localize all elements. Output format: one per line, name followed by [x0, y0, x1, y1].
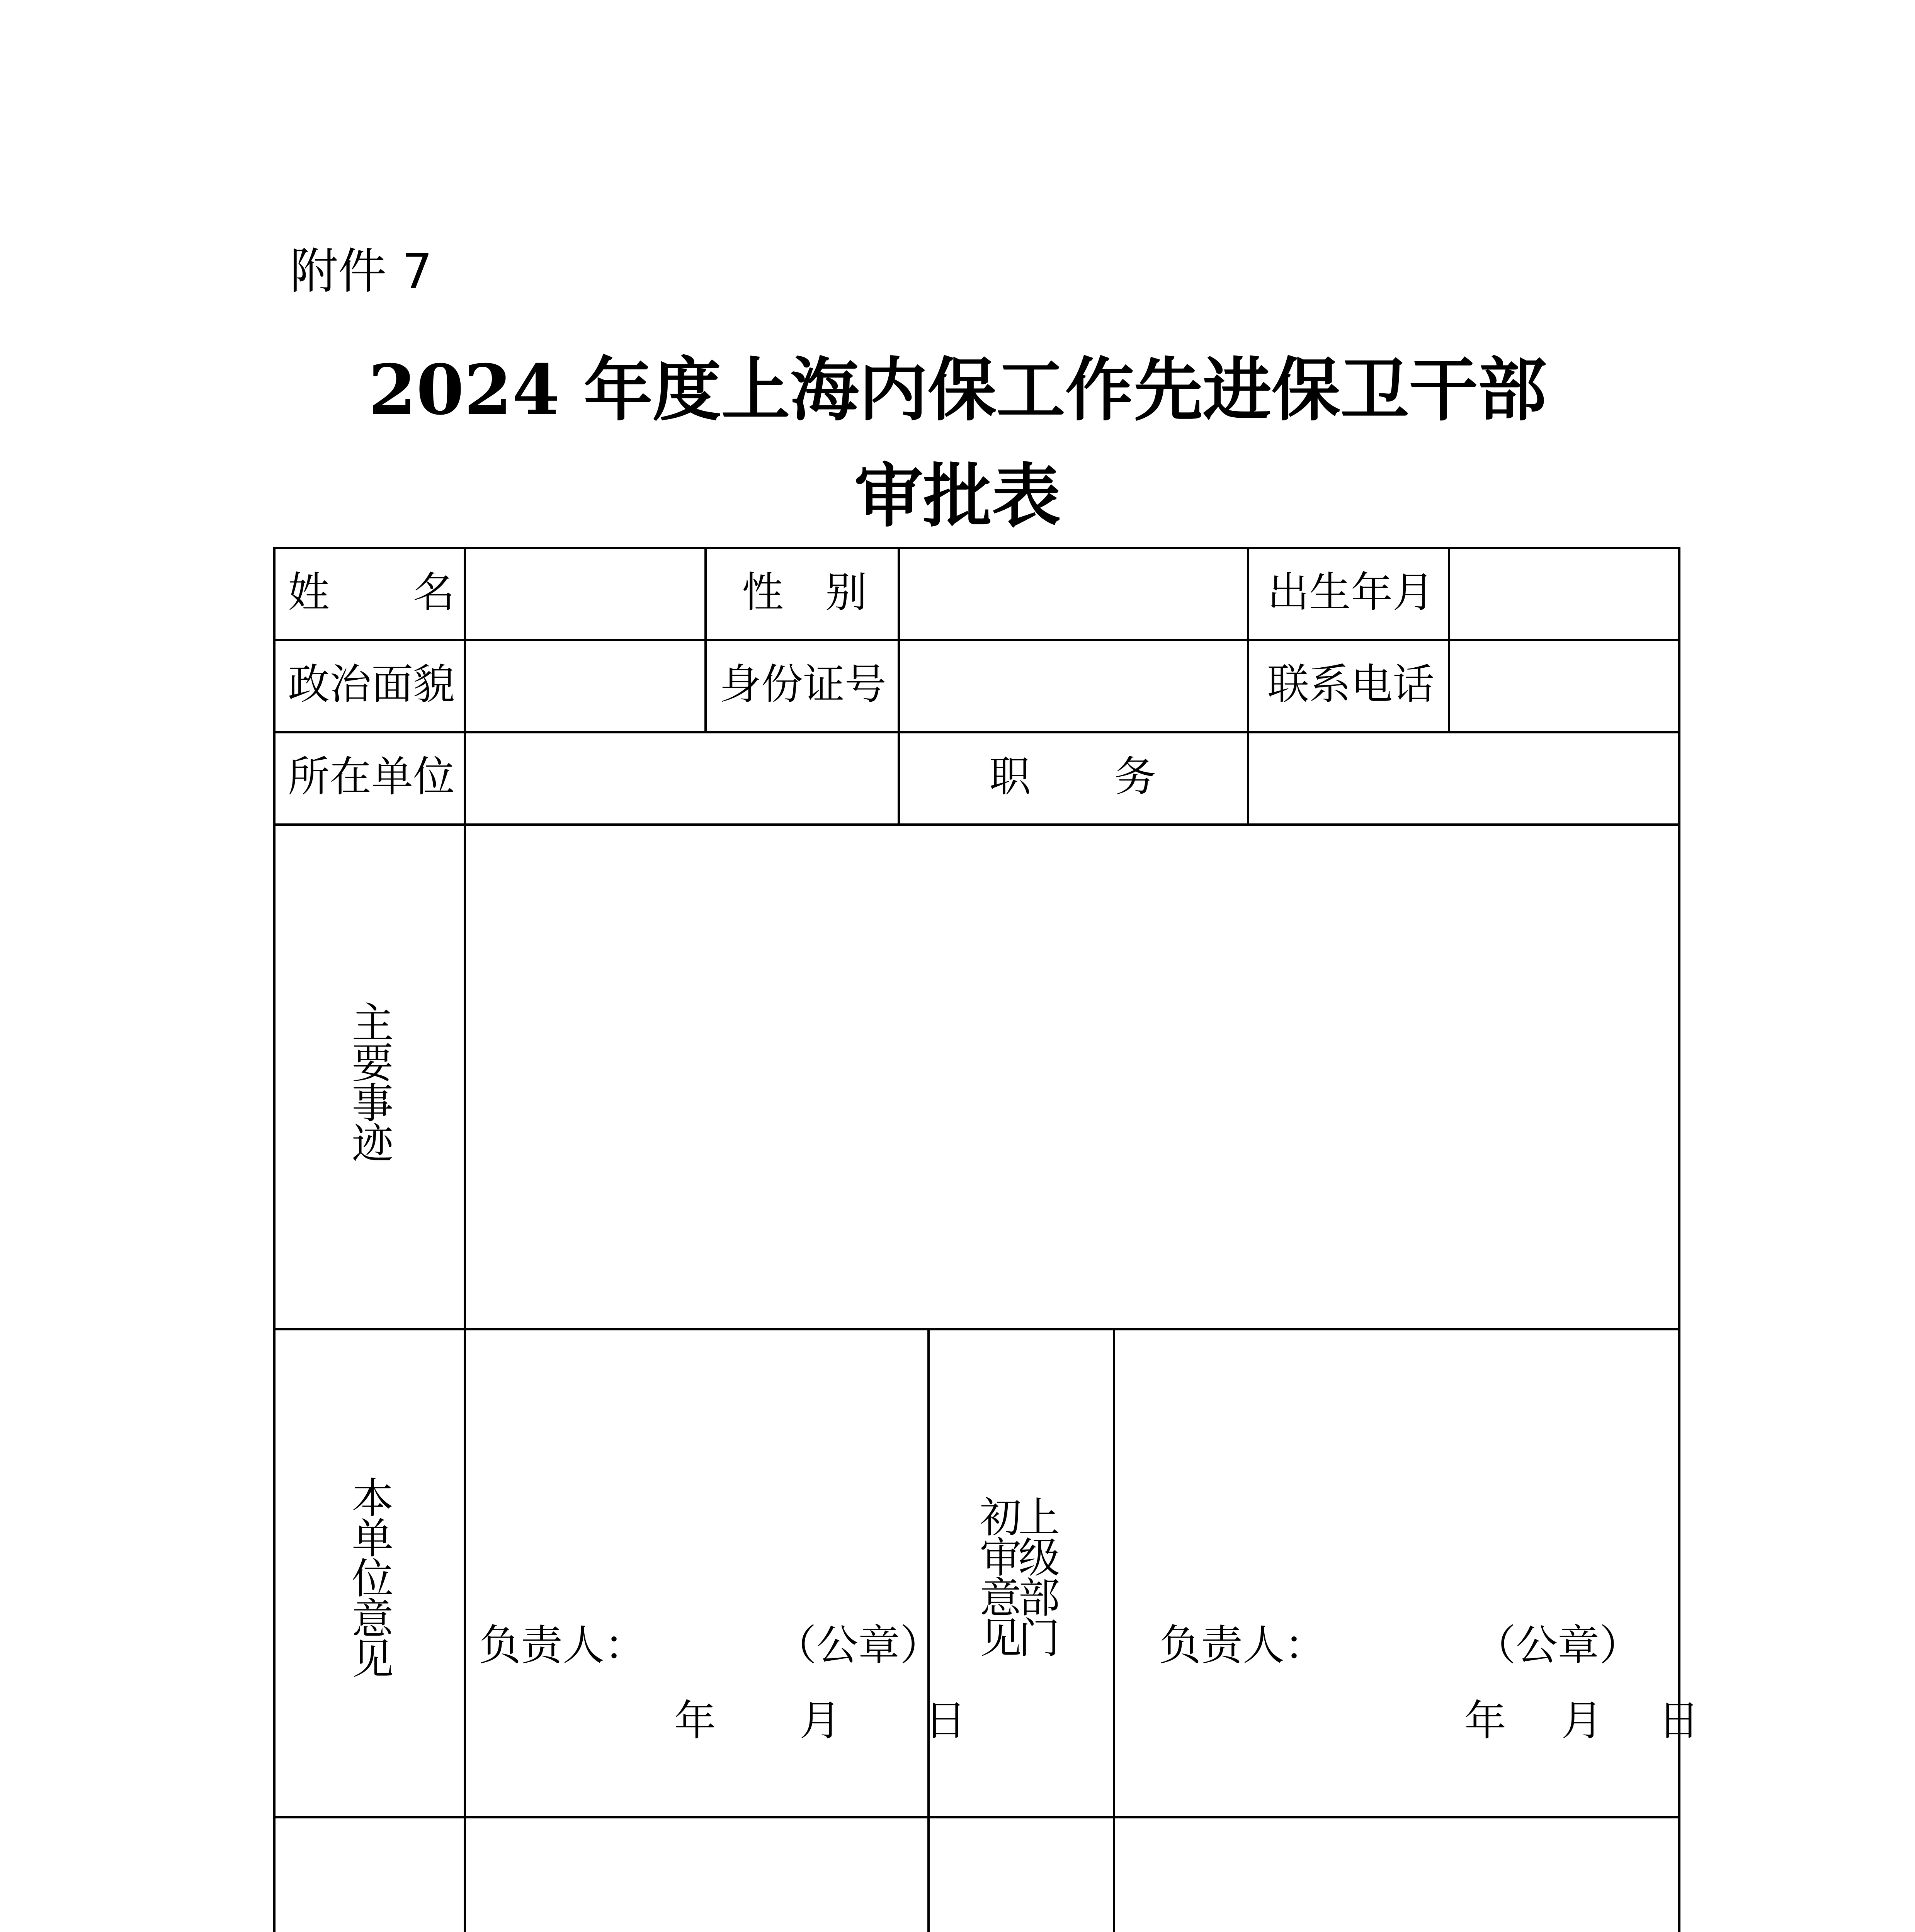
col-divider [898, 547, 900, 826]
col-divider [1448, 547, 1450, 732]
id-label: 身份证号 [719, 660, 887, 709]
form-title: 2024 年度上海内保工作先进保卫干部 [368, 349, 1547, 430]
superior-opinion-label-col2: 初审意见 [973, 1495, 1021, 1656]
signer-label: 负责人： [1159, 1621, 1327, 1670]
form-subtitle: 审批表 [854, 456, 1061, 536]
superior-opinion-label-col1: 上级部门 [1011, 1495, 1060, 1656]
row-divider [273, 639, 1680, 641]
col-divider [1247, 547, 1249, 826]
table-border-left [273, 547, 276, 1932]
seal-label: （公章） [1474, 1621, 1641, 1670]
attachment-label: 附件 7 [290, 243, 433, 299]
date-label: 年 月 日 [1464, 1697, 1700, 1745]
signer-label: 负责人： [479, 1621, 646, 1670]
gender-label: 性 别 [742, 568, 867, 617]
row-divider [273, 823, 1680, 826]
row-divider [273, 1816, 1680, 1818]
phone-label: 联系电话 [1267, 660, 1435, 709]
col-divider [704, 547, 707, 732]
name-label: 姓 名 [288, 568, 455, 617]
position-label: 职 务 [989, 753, 1156, 801]
unit-label: 所在单位 [288, 753, 455, 801]
col-divider [1113, 1328, 1115, 1932]
row-divider [273, 731, 1680, 733]
table-border-top [273, 547, 1680, 549]
col-divider [464, 547, 466, 1932]
date-label: 年 月 日 [674, 1697, 967, 1745]
deeds-label: 主要事迹 [345, 1001, 393, 1162]
seal-label: （公章） [775, 1621, 942, 1670]
political-label: 政治面貌 [288, 660, 455, 709]
row-divider [273, 1328, 1680, 1330]
unit-opinion-label: 本单位意见 [345, 1476, 393, 1677]
birth-label: 出生年月 [1267, 568, 1435, 617]
